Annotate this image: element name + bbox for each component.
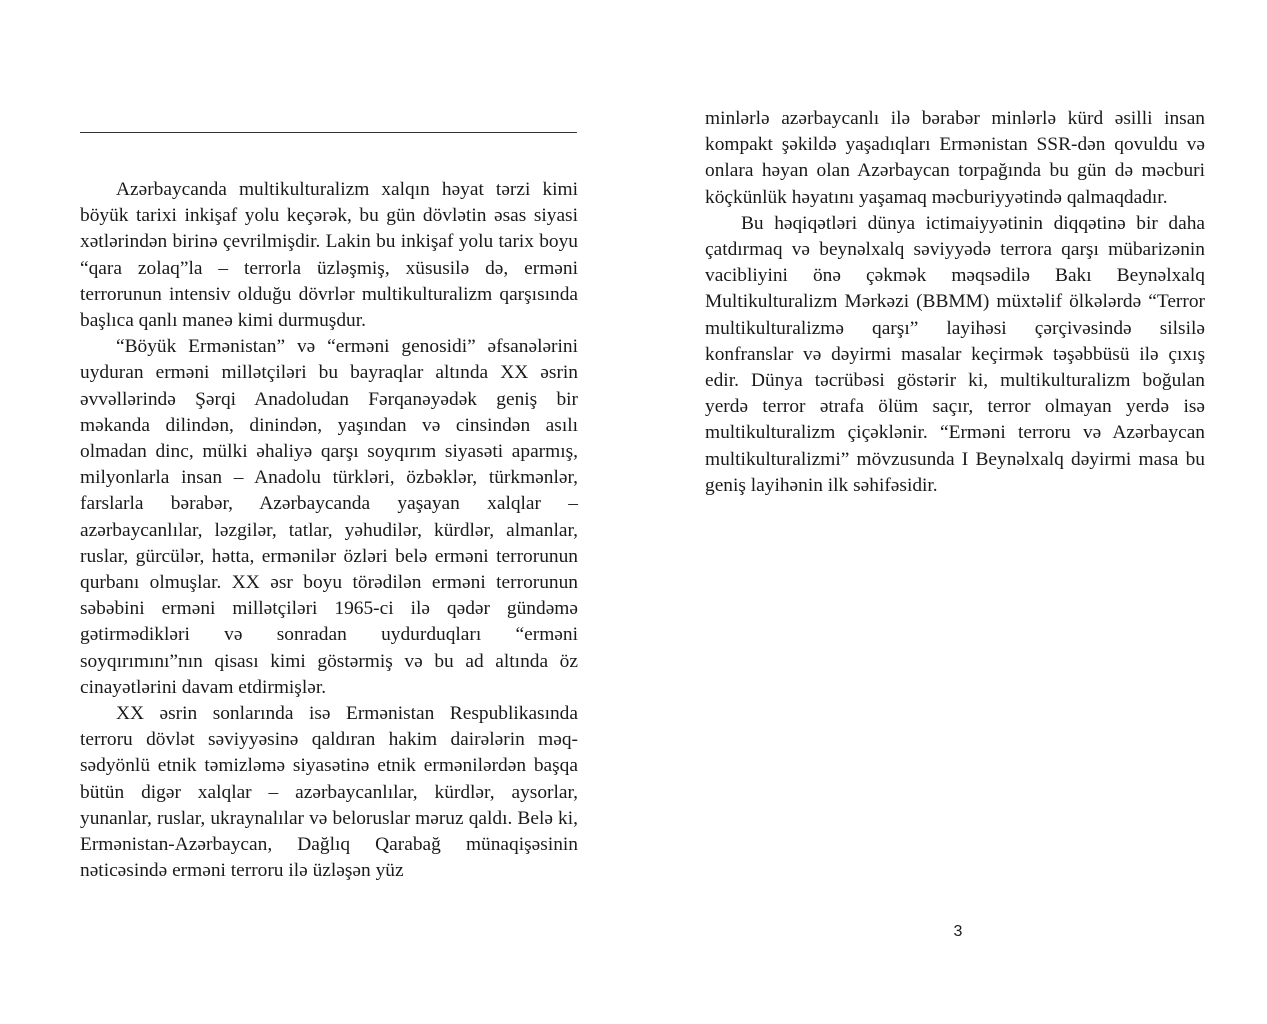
paragraph-2: “Böyük Ermənistan” və “erməni genosidi” əfsanələrini uyduran erməni millətçiləri bu bayraqlar altında XX əsrin əvvəllərində Şərqi Anadoludan Fərqanəyədək geniş bir məkanda dilindən, dinindən, yaşından və cinsindən asılı olmadan dinc, mülki əhaliyə qarşı soyqırım siyasəti aparmış, milyonlarla insan – Anadolu türkləri, özbəklər, türkmənlər, farslarla bərabər, Azərbaycanda yaşayan xalqlar – azərbaycanlılar, ləzgilər, tatlar, yəhudilər, kürdlər, almanlar, ruslar, gürcülər, hətta, ermənilər özləri belə erməni terrorunun qurbanı olmuşlar. XX əsr boyu törədilən erməni terrorunun səbəbini erməni millətçiləri 1965-ci ilə qədər gündəmə gətirmədikləri və sonradan uydurduqları “erməni soyqırımını”nın qisası kimi göstərmiş və bu ad altında öz cinayətlərini davam etdirmişlər. <box>80 336 578 698</box>
paragraph-1: Azərbaycanda multikulturalizm xalqın həyat tərzi kimi böyük tarixi inkişaf yolu keçərək, bu gün dövlətin əsas siyasi xətlərindən birinə çevrilmişdir. Lakin bu inkişaf yolu tarix boyu “qara zolaq”la – terrorla üzləşmiş, xüsusilə də, erməni terrorunun intensiv olduğu dövrlər multikulturalizm qarşısında başlıca qanlı maneə kimi durmuşdur. <box>80 179 578 332</box>
paragraph-continued: minlərlə azərbaycanlı ilə bərabər minlərlə kürd əsilli insan kompakt şəkildə yaşadıqları Ermənistan SSR-dən qovuldu və onlara həyan olan Azərbaycan torpağında bu gün də məcburi köçkünlük həyatını yaşamaq məcburiyyətində qalmaqdadır. <box>705 108 1205 208</box>
right-page <box>633 0 1267 1024</box>
header-rule <box>80 132 577 133</box>
paragraph-3: XX əsrin sonlarında isə Ermənistan Respublikasında terroru dövlət səviyyəsinə qaldıran hakim dairələrin məqsədyönlü etnik təmizləmə siyasətinə etnik ermənilərdən başqa bütün digər xalqlar – azərbaycanlılar, kürdlər, aysorlar, yunanlar, ruslar, ukraynalılar və beloruslar məruz qaldı. Belə ki, Ermənistan-Azərbaycan, Dağlıq Qarabağ münaqişəsinin nəticəsində erməni terroru ilə üzləşən yüz <box>80 703 578 882</box>
paragraph-4: Bu həqiqətləri dünya ictimaiyyətinin diqqətinə bir daha çatdırmaq və beynəlxalq səviyyədə terrora qarşı mübarizənin vacibliyini önə çəkmək məqsədilə Bakı Beynəlxalq Multikulturalizm Mərkəzi (BBMM) müxtəlif ölkələrdə “Terror multikulturalizmə qarşı” layihəsi çərçivəsində silsilə konfranslar və dəyirmi masalar keçirmək təşəbbüsü ilə çıxış edir. Dünya təcrübəsi göstərir ki, multikulturalizm boğulan yerdə terror ətrafa ölüm saçır, terror olmayan yerdə isə multikulturalizm çiçəklənir. “Erməni terroru və Azərbaycan multikulturalizmi” mövzusunda I Beynəlxalq dəyirmi masa bu geniş layihənin ilk səhifəsidir. <box>705 212 1205 496</box>
left-page <box>0 0 633 1024</box>
left-text-column <box>80 177 578 884</box>
page-number: 3 <box>953 923 963 940</box>
right-text-column <box>705 106 1205 499</box>
